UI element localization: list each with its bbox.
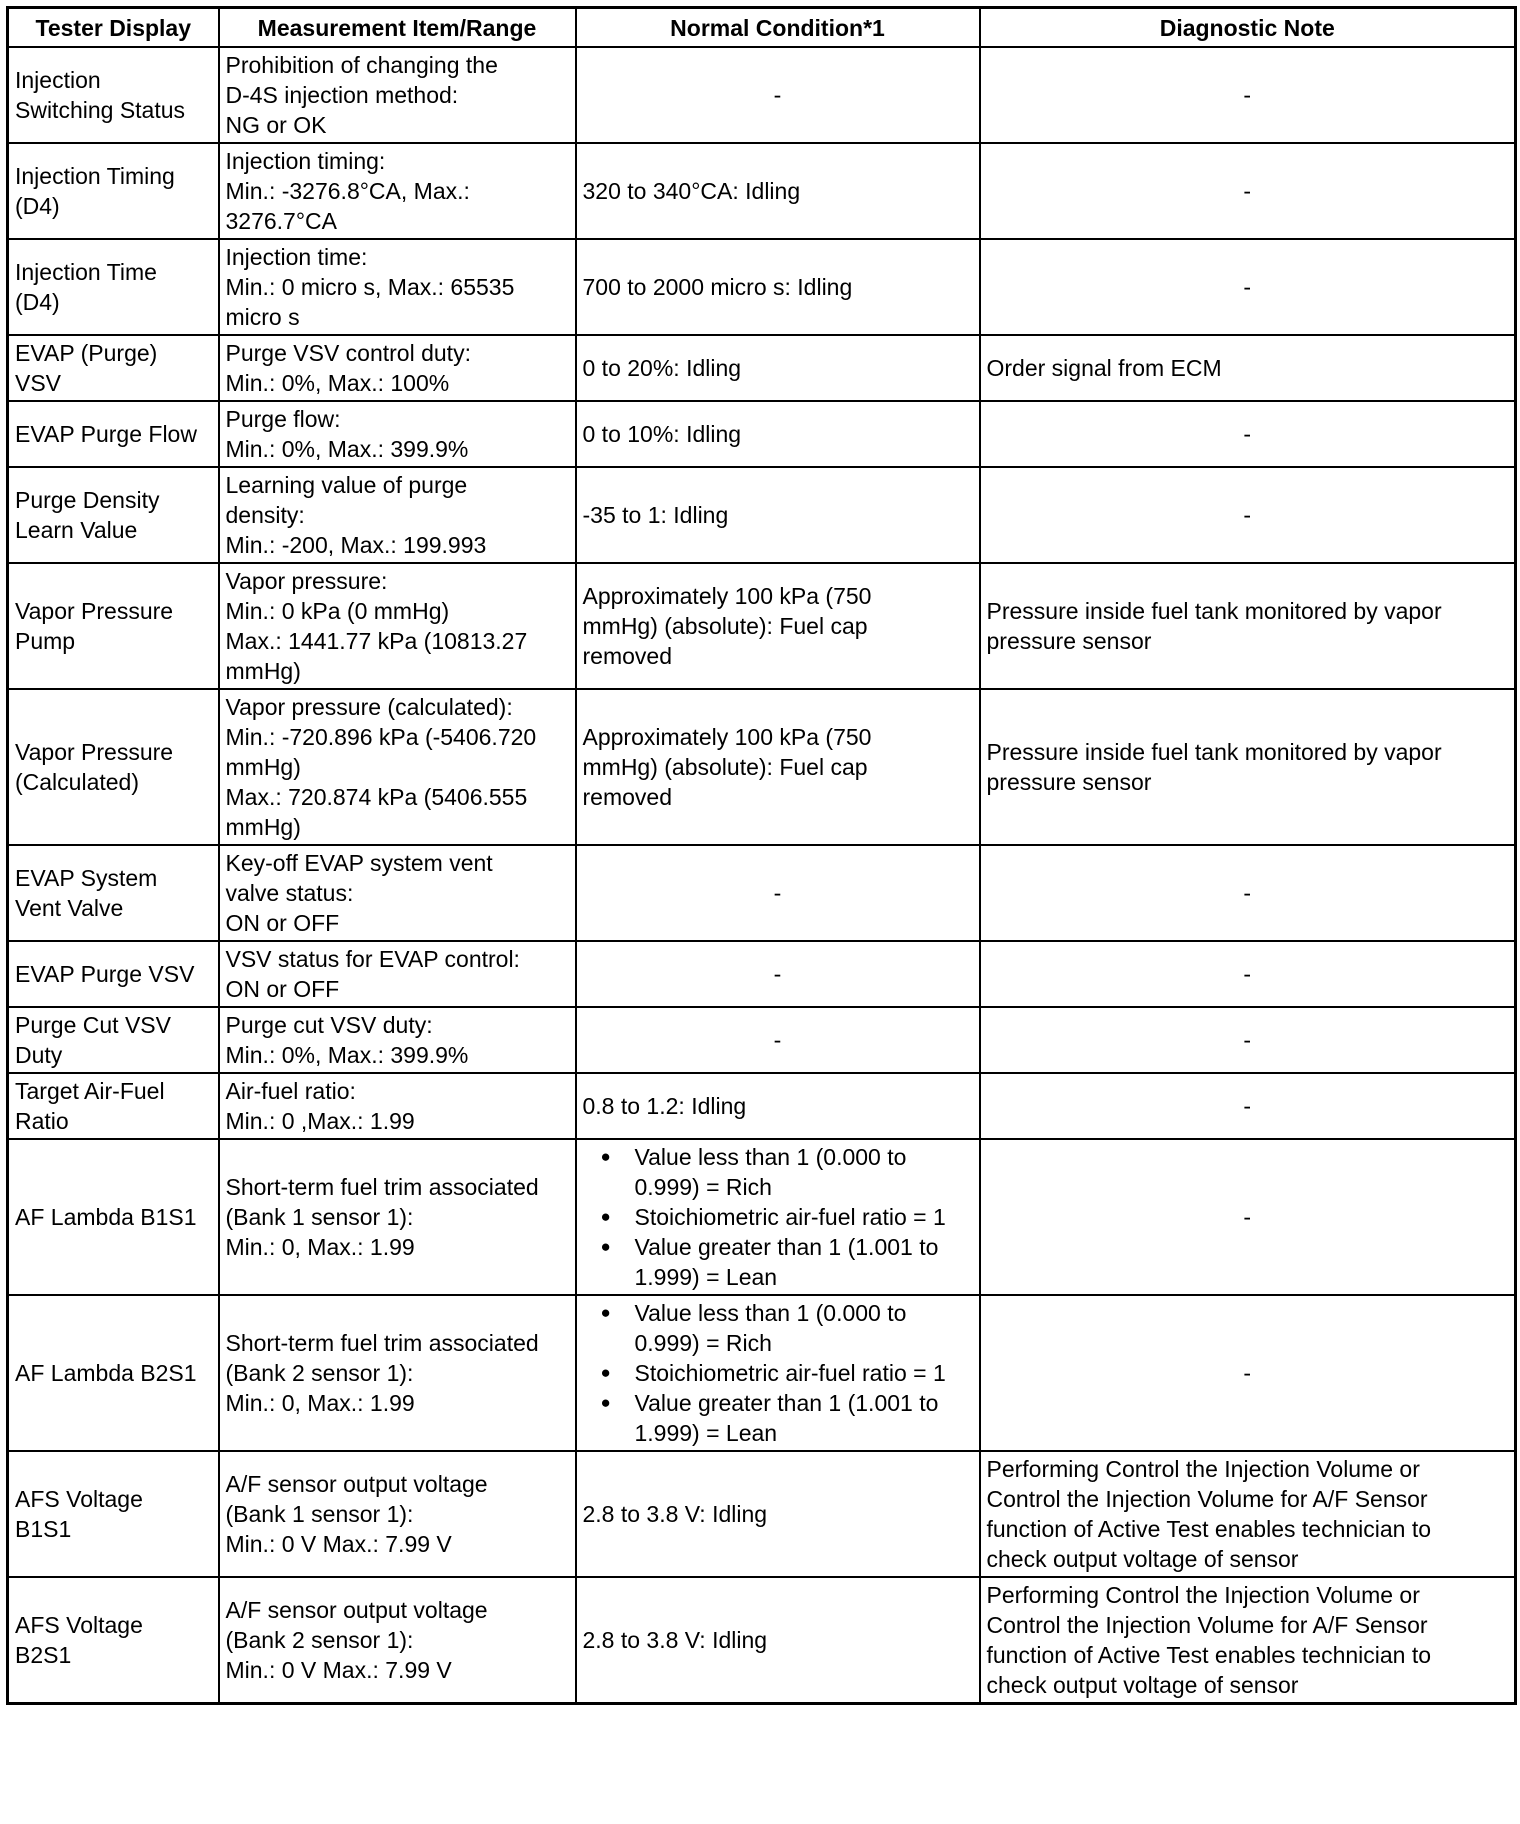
cell-normal-condition [576,143,980,239]
cell-line: Learn Value [15,517,138,543]
bullet-item [583,1142,973,1202]
cell-line: - [1243,178,1252,204]
cell-line: Min.: -200, Max.: 199.993 [225,532,487,558]
cell-diagnostic-note [980,239,1516,335]
cell-tester-display [8,335,219,401]
cell-line: EVAP (Purge) [15,340,158,366]
bullet-list [583,1142,973,1292]
cell-line: Ratio [15,1108,69,1134]
table-row [8,563,1516,689]
cell-line: removed [582,643,672,669]
cell-line: Learning value of purge [225,472,468,498]
cell-measurement-item [219,563,576,689]
cell-line: Performing Control the Injection Volume or [986,1456,1420,1482]
header-tester-display: Tester Display [8,8,219,48]
cell-line: 1.999) = Lean [634,1264,778,1290]
cell-diagnostic-note [980,1007,1516,1073]
cell-line: (Calculated) [15,769,139,795]
cell-line: mmHg) [225,658,301,684]
cell-line: - [1243,82,1252,108]
cell-diagnostic-note [980,467,1516,563]
cell-line: Duty [15,1042,63,1068]
cell-line: Key-off EVAP system vent [225,850,493,876]
cell-line: Max.: 1441.77 kPa (10813.27 [225,628,528,654]
cell-measurement-item [219,143,576,239]
table-row [8,239,1516,335]
cell-normal-condition [576,401,980,467]
table-row [8,689,1516,845]
cell-line: Control the Injection Volume for A/F Sensor [986,1486,1428,1512]
cell-line: mmHg) [225,814,301,840]
cell-tester-display [8,239,219,335]
cell-line: Injection timing: [225,148,386,174]
table-row [8,1295,1516,1451]
cell-measurement-item [219,1295,576,1451]
cell-line: - [1243,961,1252,987]
cell-line: mmHg) (absolute): Fuel cap [582,754,868,780]
cell-tester-display [8,1451,219,1577]
cell-line: (D4) [15,193,60,219]
cell-line: Min.: 0%, Max.: 399.9% [225,436,469,462]
cell-line: Control the Injection Volume for A/F Sensor [986,1612,1428,1638]
cell-line: function of Active Test enables technician to [986,1516,1432,1542]
cell-line: - [1243,502,1252,528]
cell-line: EVAP Purge Flow [15,421,197,447]
table-row [8,1139,1516,1295]
cell-tester-display [8,689,219,845]
cell-line: 700 to 2000 micro s: Idling [582,274,853,300]
cell-normal-condition [576,1451,980,1577]
cell-line: Purge flow: [225,406,341,432]
cell-line: - [1243,1360,1252,1386]
cell-normal-condition [576,335,980,401]
cell-line: Order signal from ECM [986,355,1222,381]
cell-line: Min.: 0 V Max.: 7.99 V [225,1531,452,1557]
cell-line: ● Value less than 1 (0.000 to [634,1144,907,1170]
table-row [8,401,1516,467]
cell-line: Min.: 0 micro s, Max.: 65535 [225,274,515,300]
cell-line: (Bank 1 sensor 1): [225,1204,414,1230]
cell-diagnostic-note [980,1139,1516,1295]
table-row [8,1007,1516,1073]
cell-line: Switching Status [15,97,186,123]
cell-line: AFS Voltage [15,1486,143,1512]
cell-line: Purge VSV control duty: [225,340,471,366]
document-page [6,6,1514,1705]
cell-line: check output voltage of sensor [986,1672,1299,1698]
cell-line: - [1243,1093,1252,1119]
cell-line: B1S1 [15,1516,72,1542]
cell-line: - [773,82,782,108]
cell-line: 0.999) = Rich [634,1330,772,1356]
data-list-table [6,6,1517,1705]
cell-line: ON or OFF [225,976,340,1002]
cell-normal-condition [576,1139,980,1295]
cell-diagnostic-note [980,1295,1516,1451]
cell-normal-condition [576,563,980,689]
cell-line: 320 to 340°CA: Idling [582,178,801,204]
cell-line: 2.8 to 3.8 V: Idling [582,1627,768,1653]
cell-tester-display [8,47,219,143]
cell-tester-display [8,941,219,1007]
cell-line: mmHg) [225,754,301,780]
cell-normal-condition [576,1295,980,1451]
cell-measurement-item [219,1073,576,1139]
cell-line: Air-fuel ratio: [225,1078,356,1104]
cell-line: ON or OFF [225,910,340,936]
cell-line: EVAP System [15,865,158,891]
table-row [8,845,1516,941]
cell-line: Prohibition of changing the [225,52,498,78]
cell-line: - [1243,1027,1252,1053]
cell-diagnostic-note [980,689,1516,845]
cell-normal-condition [576,47,980,143]
cell-line: 1.999) = Lean [634,1420,778,1446]
cell-diagnostic-note [980,1073,1516,1139]
header-diagnostic-note: Diagnostic Note [980,8,1516,48]
cell-line: Pump [15,628,76,654]
cell-tester-display [8,563,219,689]
cell-normal-condition [576,1007,980,1073]
cell-line: Min.: 0 V Max.: 7.99 V [225,1657,452,1683]
cell-line: - [773,961,782,987]
table-row [8,1451,1516,1577]
bullet-item [583,1232,973,1292]
cell-line: 0 to 20%: Idling [582,355,742,381]
cell-line: Pressure inside fuel tank monitored by vapor [986,598,1442,624]
cell-line: Min.: 0, Max.: 1.99 [225,1390,415,1416]
cell-normal-condition [576,1577,980,1704]
cell-line: micro s [225,304,300,330]
cell-line: D-4S injection method: [225,82,459,108]
cell-measurement-item [219,1007,576,1073]
cell-line: EVAP Purge VSV [15,961,195,987]
cell-line: NG or OK [225,112,327,138]
cell-line: Vapor Pressure [15,598,174,624]
cell-line: Approximately 100 kPa (750 [582,724,872,750]
cell-tester-display [8,1007,219,1073]
cell-line: Injection Timing [15,163,175,189]
cell-normal-condition [576,467,980,563]
table-row [8,143,1516,239]
cell-line: (Bank 2 sensor 1): [225,1360,414,1386]
cell-measurement-item [219,47,576,143]
cell-line: AFS Voltage [15,1612,143,1638]
header-measurement-item: Measurement Item/Range [219,8,576,48]
table-row [8,1073,1516,1139]
cell-diagnostic-note [980,845,1516,941]
cell-line: - [1243,421,1252,447]
header-row [8,8,1516,48]
bullet-item [583,1388,973,1448]
cell-line: valve status: [225,880,354,906]
cell-tester-display [8,1295,219,1451]
bullet-list [583,1298,973,1448]
cell-line: Short-term fuel trim associated [225,1330,539,1356]
cell-line: - [1243,1204,1252,1230]
cell-line: A/F sensor output voltage [225,1597,488,1623]
cell-diagnostic-note [980,143,1516,239]
cell-line: Purge Cut VSV [15,1012,171,1038]
cell-tester-display [8,143,219,239]
cell-tester-display [8,467,219,563]
cell-line: Max.: 720.874 kPa (5406.555 [225,784,528,810]
cell-line: VSV [15,370,62,396]
cell-line: check output voltage of sensor [986,1546,1299,1572]
cell-line: Injection time: [225,244,368,270]
cell-line: Pressure inside fuel tank monitored by vapor [986,739,1442,765]
cell-line: Min.: -3276.8°CA, Max.: [225,178,470,204]
cell-measurement-item [219,401,576,467]
cell-measurement-item [219,1577,576,1704]
cell-diagnostic-note [980,1577,1516,1704]
cell-line: VSV status for EVAP control: [225,946,520,972]
table-row [8,1577,1516,1704]
cell-line: 2.8 to 3.8 V: Idling [582,1501,768,1527]
cell-measurement-item [219,941,576,1007]
cell-line: Vapor pressure (calculated): [225,694,513,720]
header-normal-condition: Normal Condition*1 [576,8,980,48]
cell-line: Min.: 0%, Max.: 399.9% [225,1042,469,1068]
cell-tester-display [8,401,219,467]
cell-measurement-item [219,467,576,563]
cell-line: A/F sensor output voltage [225,1471,488,1497]
cell-tester-display [8,1577,219,1704]
cell-line: ● Value greater than 1 (1.001 to [634,1234,939,1260]
cell-measurement-item [219,1451,576,1577]
cell-line: Min.: 0, Max.: 1.99 [225,1234,415,1260]
cell-line: (Bank 2 sensor 1): [225,1627,414,1653]
cell-normal-condition [576,941,980,1007]
cell-line: ● Value greater than 1 (1.001 to [634,1390,939,1416]
cell-line: (Bank 1 sensor 1): [225,1501,414,1527]
cell-measurement-item [219,335,576,401]
table-row [8,941,1516,1007]
cell-line: (D4) [15,289,60,315]
cell-line: B2S1 [15,1642,72,1668]
cell-line: AF Lambda B2S1 [15,1360,197,1386]
cell-diagnostic-note [980,941,1516,1007]
cell-line: Min.: -720.896 kPa (-5406.720 [225,724,537,750]
cell-line: ● Stoichiometric air-fuel ratio = 1 [634,1204,946,1230]
cell-line: Injection [15,67,101,93]
cell-diagnostic-note [980,563,1516,689]
cell-line: Target Air-Fuel [15,1078,165,1104]
cell-line: density: [225,502,305,528]
cell-measurement-item [219,689,576,845]
cell-line: 3276.7°CA [225,208,337,234]
table-row [8,47,1516,143]
cell-diagnostic-note [980,335,1516,401]
cell-measurement-item [219,1139,576,1295]
cell-line: 0 to 10%: Idling [582,421,742,447]
cell-line: Purge cut VSV duty: [225,1012,433,1038]
cell-line: Min.: 0 kPa (0 mmHg) [225,598,450,624]
cell-line: Injection Time [15,259,157,285]
cell-line: Short-term fuel trim associated [225,1174,539,1200]
cell-line: Min.: 0 ,Max.: 1.99 [225,1108,415,1134]
bullet-item [583,1298,973,1358]
bullet-item [583,1202,973,1232]
cell-line: ● Value less than 1 (0.000 to [634,1300,907,1326]
cell-line: - [773,1027,782,1053]
table-row [8,335,1516,401]
cell-diagnostic-note [980,401,1516,467]
table-row [8,467,1516,563]
cell-line: 0.8 to 1.2: Idling [582,1093,747,1119]
cell-normal-condition [576,1073,980,1139]
cell-line: - [1243,880,1252,906]
cell-diagnostic-note [980,47,1516,143]
cell-measurement-item [219,239,576,335]
cell-line: - [773,880,782,906]
cell-line: Purge Density [15,487,160,513]
cell-normal-condition [576,239,980,335]
cell-tester-display [8,1139,219,1295]
cell-normal-condition [576,689,980,845]
cell-diagnostic-note [980,1451,1516,1577]
cell-line: AF Lambda B1S1 [15,1204,197,1230]
cell-line: Approximately 100 kPa (750 [582,583,872,609]
cell-normal-condition [576,845,980,941]
cell-line: - [1243,274,1252,300]
table-body [8,47,1516,1704]
cell-measurement-item [219,845,576,941]
cell-line: ● Stoichiometric air-fuel ratio = 1 [634,1360,946,1386]
bullet-item [583,1358,973,1388]
cell-line: function of Active Test enables technician to [986,1642,1432,1668]
cell-line: removed [582,784,672,810]
cell-line: mmHg) (absolute): Fuel cap [582,613,868,639]
cell-line: pressure sensor [986,628,1152,654]
cell-tester-display [8,1073,219,1139]
cell-line: Vent Valve [15,895,124,921]
cell-tester-display [8,845,219,941]
cell-line: Min.: 0%, Max.: 100% [225,370,450,396]
cell-line: 0.999) = Rich [634,1174,772,1200]
cell-line: Performing Control the Injection Volume or [986,1582,1420,1608]
cell-line: pressure sensor [986,769,1152,795]
cell-line: -35 to 1: Idling [582,502,729,528]
cell-line: Vapor pressure: [225,568,388,594]
cell-line: Vapor Pressure [15,739,174,765]
